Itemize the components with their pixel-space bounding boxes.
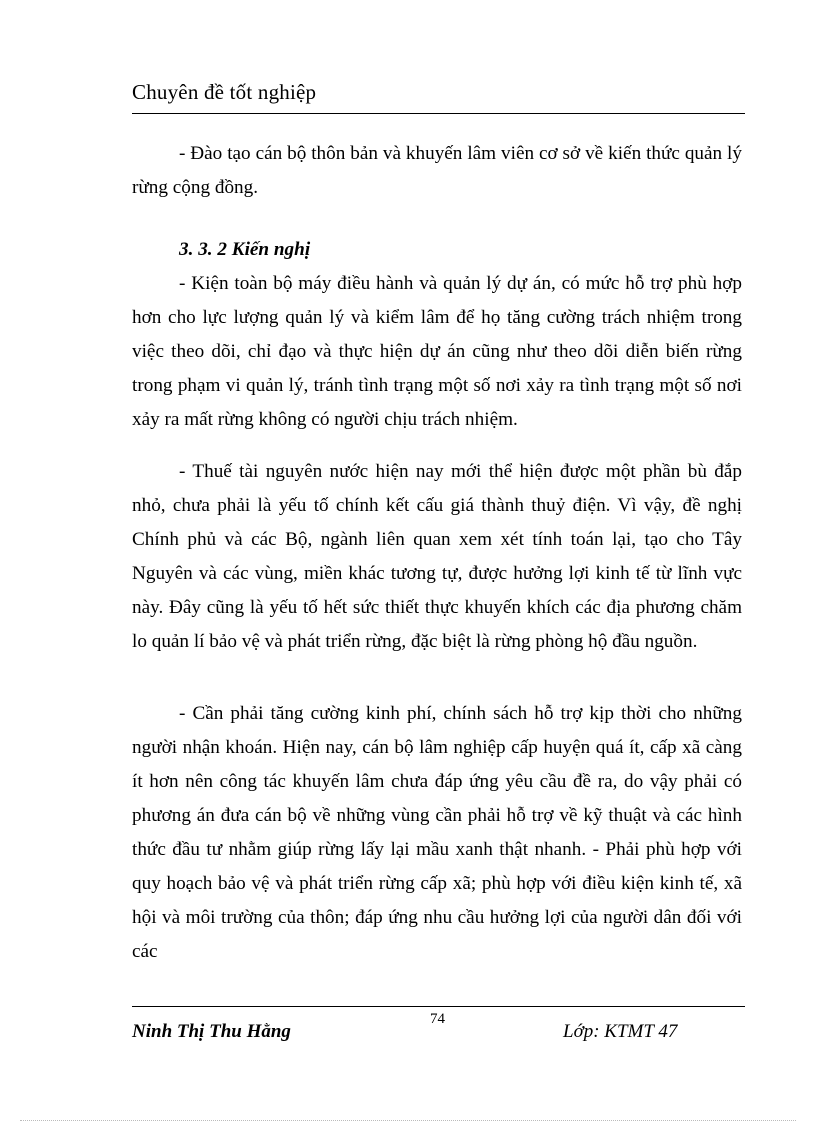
author-name: Ninh Thị Thu Hằng (132, 1021, 291, 1042)
paragraph-management: - Kiện toàn bộ máy điều hành và quản lý dự án, có mức hỗ trợ phù hợp hơn cho lực lượng quản lý và kiểm lâm để họ tăng cường trách nhiệm trong việc theo dõi, chỉ đạo và thực hiện dự án cũng như theo dõi diễn biến rừng trong phạm vi quản lý, tránh tình trạng một số nơi xảy ra tình trạng một số nơi xảy ra mất rừng không có người chịu trách nhiệm. (132, 273, 742, 430)
paragraph-water-tax: - Thuế tài nguyên nước hiện nay mới thể hiện được một phần bù đắp nhỏ, chưa phải là yếu tố chính kết cấu giá thành thuỷ điện. Vì vậy, đề nghị Chính phủ và các Bộ, ngành liên quan xem xét tính toán lại, tạo cho Tây Nguyên và các vùng, miền khác tương tự, được hưởng lợi kinh tế từ lĩnh vực này. Đây cũng là yếu tố hết sức thiết thực khuyến khích các địa phương chăm lo quản lí bảo vệ và phát triển rừng, đặc biệt là rừng phòng hộ đầu nguồn. (132, 461, 742, 652)
body-text (132, 137, 742, 969)
paragraph-funding: - Cần phải tăng cường kinh phí, chính sách hỗ trợ kịp thời cho những người nhận khoán. Hiện nay, cán bộ lâm nghiệp cấp huyện quá ít, cấp xã càng ít hơn nên công tác khuyến lâm chưa đáp ứng yêu cầu đề ra, do vậy phải có phương án đưa cán bộ về những vùng cần phải hỗ trợ về kỹ thuật và các hình thức đầu tư nhằm giúp rừng lấy lại mầu xanh thật nhanh. - Phải phù hợp với quy hoạch bảo vệ và phát triển rừng cấp xã; phù hợp với điều kiện kinh tế, xã hội và môi trường của thôn; đáp ứng nhu cầu hưởng lợi của người dân đối với các (132, 703, 742, 962)
paragraph-training: - Đào tạo cán bộ thôn bản và khuyến lâm viên cơ sở về kiến thức quản lý rừng cộng đồng. (132, 143, 742, 198)
header-title: Chuyên đề tốt nghiệp (132, 80, 317, 104)
page-number: 74 (430, 1011, 445, 1027)
class-label: Lớp: KTMT 47 (563, 1021, 678, 1042)
section-heading: 3. 3. 2 Kiến nghị (179, 239, 311, 260)
page-edge-divider (20, 1120, 796, 1121)
footer-divider (132, 1006, 745, 1007)
header-divider (132, 113, 745, 114)
